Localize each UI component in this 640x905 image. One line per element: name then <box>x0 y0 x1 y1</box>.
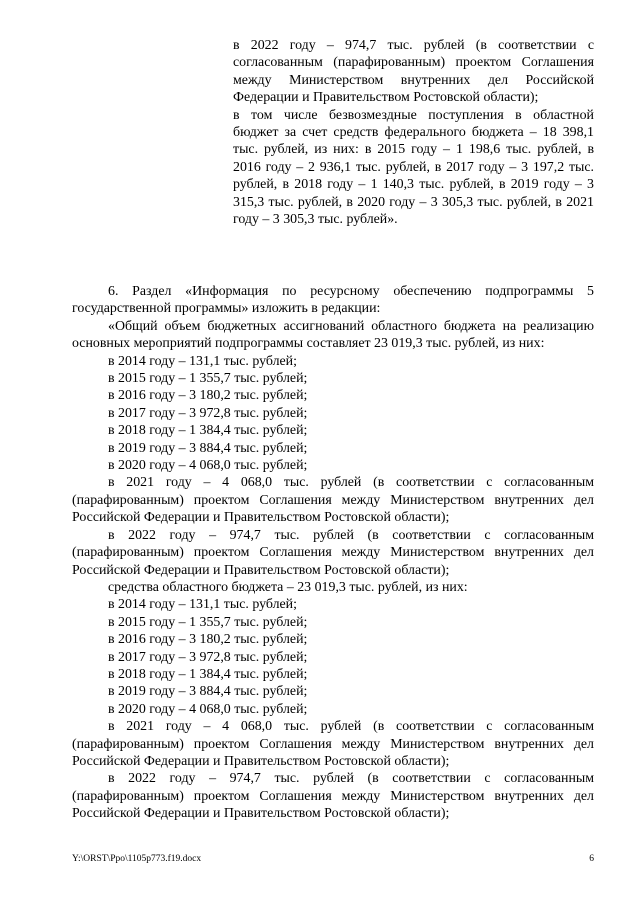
year-line: в 2018 году – 1 384,4 тыс. рублей; <box>108 666 308 682</box>
paragraph-2022-agreement: в 2022 году – 974,7 тыс. рублей (в соответствии с согласованным (парафированным) проектом Соглашения между Министерством внутренних дел Российской Федерации и Правительством Ростовской области); <box>72 527 594 578</box>
paragraph-2022-agreement: в 2022 году – 974,7 тыс. рублей (в соответствии с согласованным (парафированным) проектом Соглашения между Министерством внутренних дел Российской Федерации и Правительством Ростовской области); <box>233 38 594 106</box>
continued-text-block <box>233 37 594 228</box>
section-heading: 6. Раздел «Информация по ресурсному обеспечению подпрограммы 5 государственной программы» изложить в редакции: <box>72 284 594 317</box>
year-line: в 2019 году – 3 884,4 тыс. рублей; <box>108 684 308 700</box>
year-line: в 2017 году – 3 972,8 тыс. рублей; <box>108 649 308 665</box>
paragraph-2022-agreement: в 2022 году – 974,7 тыс. рублей (в соответствии с согласованным (парафированным) проектом Соглашения между Министерством внутренних дел Российской Федерации и Правительством Ростовской области); <box>72 771 594 822</box>
year-line: в 2015 году – 1 355,7 тыс. рублей; <box>108 614 308 630</box>
year-line: в 2015 году – 1 355,7 тыс. рублей; <box>108 371 308 387</box>
year-line: в 2018 году – 1 384,4 тыс. рублей; <box>108 423 308 439</box>
year-line: в 2020 году – 4 068,0 тыс. рублей; <box>108 701 308 717</box>
page-number: 6 <box>589 854 594 864</box>
year-line: в 2019 году – 3 884,4 тыс. рублей; <box>108 440 308 456</box>
paragraph-federal-funds: в том числе безвозмездные поступления в областной бюджет за счет средств федерального бюджета – 18 398,1 тыс. рублей, из них: в 2015 году – 1 198,6 тыс. рублей, в 2016 году – 2 936,1 тыс. рублей, в 2017 году – 3 197,2 тыс. рублей, в 2018 году – 1 140,3 тыс. рублей, в 2019 году – 3 315,3 тыс. рублей, в 2020 году – 3 305,3 тыс. рублей, в 2021 году – 3 305,3 тыс. рублей». <box>233 107 594 228</box>
section-intro: «Общий объем бюджетных ассигнований областного бюджета на реализацию основных мероприятий подпрограммы составляет 23 019,3 тыс. рублей, из них: <box>72 318 594 352</box>
paragraph-2021-agreement: в 2021 году – 4 068,0 тыс. рублей (в соответствии с согласованным (парафированным) проектом Соглашения между Министерством внутренних дел Российской Федерации и Правительством Ростовской области); <box>72 475 594 526</box>
year-line: в 2016 году – 3 180,2 тыс. рублей; <box>108 632 308 648</box>
year-line: в 2016 году – 3 180,2 тыс. рублей; <box>108 388 308 404</box>
year-line: в 2020 году – 4 068,0 тыс. рублей; <box>108 458 308 474</box>
regional-budget-line: средства областного бюджета – 23 019,3 тыс. рублей, из них: <box>108 579 468 595</box>
file-path: Y:\ORST\Ppo\1105p773.f19.docx <box>72 854 202 864</box>
year-line: в 2014 году – 131,1 тыс. рублей; <box>108 597 297 613</box>
year-line: в 2017 году – 3 972,8 тыс. рублей; <box>108 405 308 421</box>
year-line: в 2014 году – 131,1 тыс. рублей; <box>108 353 297 369</box>
paragraph-2021-agreement: в 2021 году – 4 068,0 тыс. рублей (в соответствии с согласованным (парафированным) проектом Соглашения между Министерством внутренних дел Российской Федерации и Правительством Ростовской области); <box>72 719 594 769</box>
section-6-block <box>72 283 594 823</box>
